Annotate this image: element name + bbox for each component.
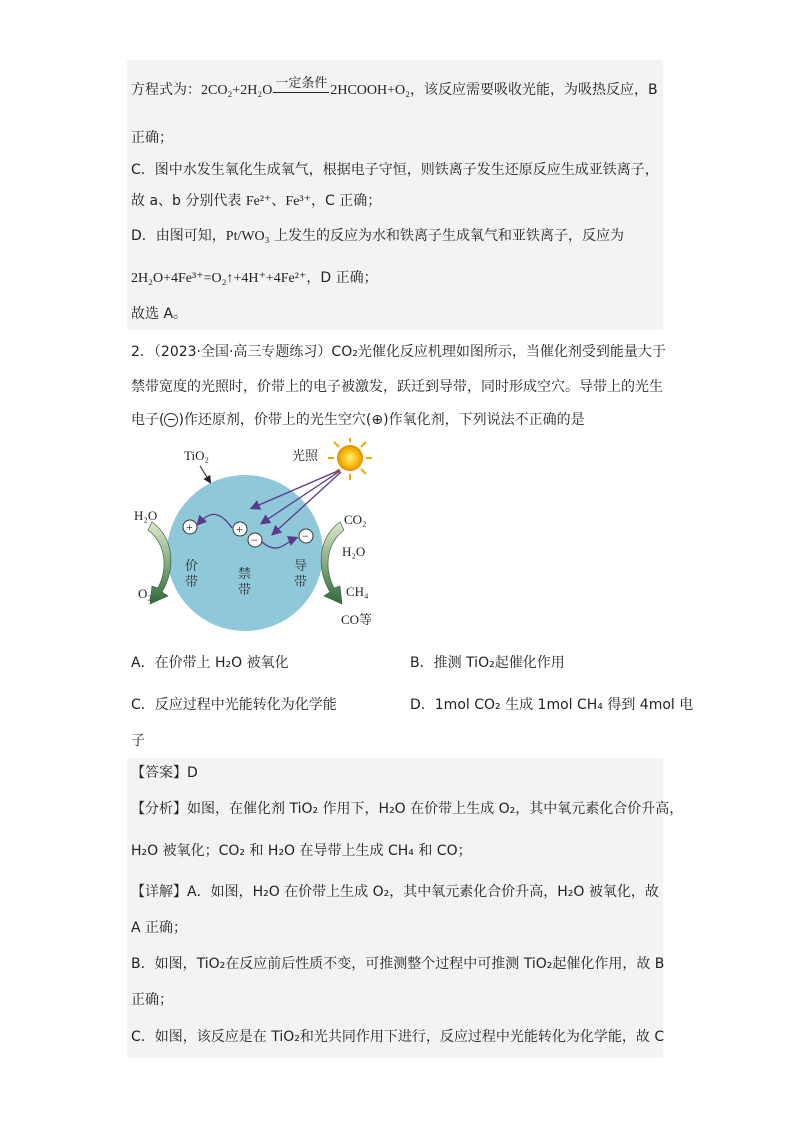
eq-condition bbox=[273, 76, 329, 93]
option-d[interactable]: D．1mol CO₂ 生成 1mol CH₄ 得到 4mol 电 bbox=[410, 697, 694, 713]
q2-l3-c: )作氧化剂，下列说法不正确的是 bbox=[383, 412, 585, 428]
eq-tail: ，该反应需要吸收光能，为吸热反应，B bbox=[410, 82, 658, 98]
forbidden-band-1: 禁 bbox=[238, 567, 252, 582]
analysis-line-1: 【分析】如图，在催化剂 TiO₂ 作用下，H₂O 在价带上生成 O₂，其中氧元素化合价升高， bbox=[131, 801, 684, 817]
light-label: 光照 bbox=[292, 449, 319, 464]
eq-right: 2HCOOH+O₂ bbox=[330, 83, 411, 98]
q2-line-1: 2．（2023·全国·高三专题练习）CO₂光催化反应机理如图所示，当催化剂受到能量大于 bbox=[131, 344, 666, 360]
answer-line: 【答案】D bbox=[131, 765, 198, 781]
option-c[interactable]: C．反应过程中光能转化为化学能 bbox=[131, 697, 337, 713]
forbidden-band-2: 带 bbox=[238, 583, 252, 598]
electron-generated bbox=[248, 533, 262, 547]
valence-band-2: 带 bbox=[185, 575, 199, 590]
choose-line: 故选 A。 bbox=[131, 306, 188, 322]
photocatalysis-diagram bbox=[128, 438, 388, 638]
q2-l3-b: )作还原剂，价带上的光生空穴( bbox=[178, 412, 372, 428]
d1-tail: 上发生的反应为水和铁离子生成氧气和亚铁离子，反应为 bbox=[269, 228, 625, 244]
conduction-band-2: 带 bbox=[294, 575, 308, 590]
equation-line bbox=[131, 75, 658, 101]
eq-condition-text: 一定条件 bbox=[275, 75, 328, 91]
o2-label: O₂ bbox=[138, 586, 152, 601]
eq-intro: 方程式为： bbox=[131, 82, 201, 98]
c2-sep: 、 bbox=[271, 193, 286, 209]
ch4-label: CH₄ bbox=[346, 584, 369, 599]
svg-text:+: + bbox=[236, 522, 243, 536]
h2o-left-label: H₂O bbox=[134, 508, 158, 523]
q2-l3-a: 电子( bbox=[131, 412, 165, 428]
reduction-arrow bbox=[321, 522, 344, 604]
q2-line-3 bbox=[131, 410, 585, 430]
d2-tail: ，D 正确； bbox=[306, 270, 378, 286]
detail-a-line-1: 【详解】A．如图，H₂O 在价带上生成 O₂，其中氧元素化合价升高，H₂O 被氧化，故 bbox=[131, 884, 659, 900]
c2-text: 故 a、b 分别代表 bbox=[131, 193, 246, 209]
d1-text: D．由图可知， bbox=[131, 228, 226, 244]
d2-equation: 2H₂O+4Fe³⁺=O₂↑+4H⁺+4Fe²⁺ bbox=[131, 271, 307, 286]
conduction-band-1: 导 bbox=[294, 559, 308, 574]
option-a[interactable]: A．在价带上 H₂O 被氧化 bbox=[131, 655, 289, 671]
svg-text:−: − bbox=[251, 533, 258, 547]
fe3-ion: Fe³⁺ bbox=[285, 194, 312, 209]
co2-label: CO₂ bbox=[344, 512, 367, 527]
analysis-line-2: H₂O 被氧化；CO₂ 和 H₂O 在导带上生成 CH₄ 和 CO； bbox=[131, 843, 472, 859]
hole-symbol: ⊕ bbox=[371, 412, 384, 428]
pt-wo3: Pt/WO₃ bbox=[225, 229, 270, 244]
tio2-label: TiO₂ bbox=[184, 448, 210, 463]
h2o-right-label: H₂O bbox=[342, 544, 366, 559]
detail-a-line-2: A 正确； bbox=[131, 920, 188, 936]
c2-tail: ，C 正确； bbox=[311, 193, 382, 209]
hole-generated bbox=[233, 522, 247, 536]
detail-b-line-2: 正确； bbox=[131, 992, 173, 1008]
option-b[interactable]: B．推测 TiO₂起催化作用 bbox=[410, 655, 565, 671]
svg-text:−: − bbox=[302, 529, 309, 543]
detail-b-line-1: B．如图，TiO₂在反应前后性质不变，可推测整个过程中可推测 TiO₂起催化作用，故 B bbox=[131, 956, 665, 972]
hole-valence bbox=[183, 520, 197, 534]
co-label: CO等 bbox=[341, 612, 373, 627]
c-line-2 bbox=[131, 191, 381, 212]
b-correct-line: 正确； bbox=[131, 130, 173, 146]
q2-line-2: 禁带宽度的光照时，价带上的电子被激发，跃迁到导带，同时形成空穴。导带上的光生 bbox=[131, 379, 663, 395]
detail-c-line-1: C．如图，该反应是在 TiO₂和光共同作用下进行，反应过程中光能转化为化学能，故 C bbox=[131, 1029, 665, 1045]
d-line-2 bbox=[131, 268, 378, 289]
sun-icon bbox=[328, 438, 372, 480]
electron-conduction bbox=[299, 529, 313, 543]
fe2-ion: Fe²⁺ bbox=[245, 194, 272, 209]
c-line-1: C．图中水发生氧化生成氧气，根据电子守恒，则铁离子发生还原反应生成亚铁离子， bbox=[131, 162, 659, 178]
d-line-1 bbox=[131, 226, 624, 247]
tio2-pointer bbox=[200, 466, 210, 482]
option-d-continued: 子 bbox=[131, 733, 145, 749]
svg-text:+: + bbox=[186, 520, 193, 534]
valence-band-1: 价 bbox=[185, 559, 199, 574]
electron-symbol: − bbox=[164, 413, 178, 427]
eq-left: 2CO₂+2H₂O bbox=[201, 83, 273, 98]
